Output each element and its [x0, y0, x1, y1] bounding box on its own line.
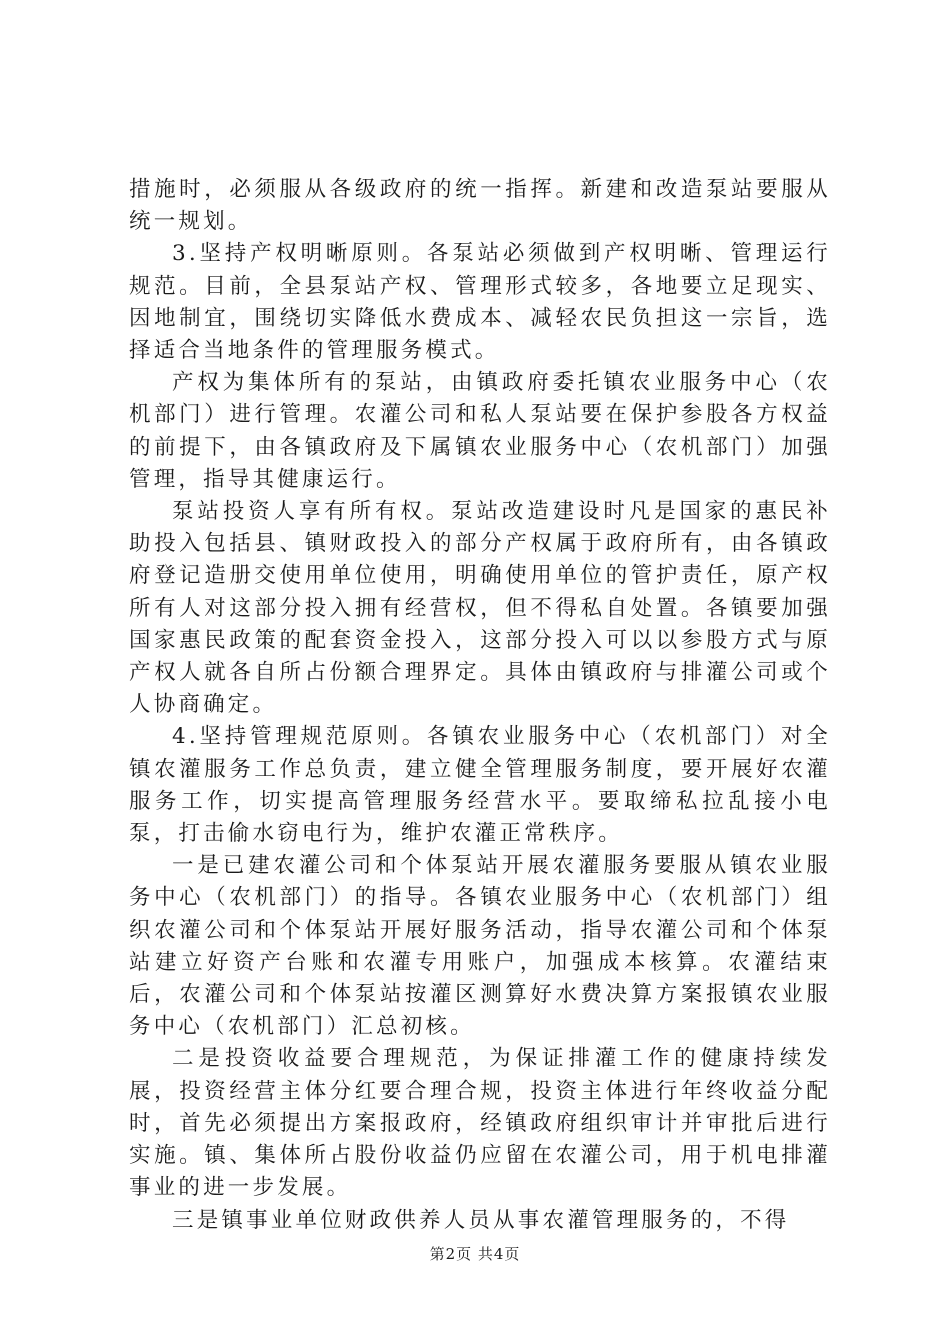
paragraph-principle-4: 4.坚持管理规范原则。各镇农业服务中心（农机部门）对全镇农灌服务工作总负责，建立健全管理服务制度，要开展好农灌服务工作，切实提高管理服务经营水平。要取缔私拉乱接小电泵，打击偷水窃电行为，维护农灌正常秩序。 — [129, 724, 831, 847]
document-body — [129, 174, 831, 1237]
paragraph-investor-ownership: 泵站投资人享有所有权。泵站改造建设时凡是国家的惠民补助投入包括县、镇财政投入的部分产权属于政府所有，由各镇政府登记造册交使用单位使用，明确使用单位的管护责任，原产权所有人对这部分投入拥有经营权，但不得私自处置。各镇要加强国家惠民政策的配套资金投入，这部分投入可以以参股方式与原产权人就各自所占份额合理界定。具体由镇政府与排灌公司或个人协商确定。 — [129, 499, 831, 718]
page-footer: 第2页 共4页 — [429, 1245, 521, 1263]
paragraph-principle-3: 3.坚持产权明晰原则。各泵站必须做到产权明晰、管理运行规范。目前，全县泵站产权、管理形式较多，各地要立足现实、因地制宜，围绕切实降低水费成本、减轻农民负担这一宗旨，选择适合当地条件的管理服务模式。 — [129, 241, 831, 364]
paragraph-continuation: 措施时，必须服从各级政府的统一指挥。新建和改造泵站要服从统一规划。 — [129, 177, 831, 235]
paragraph-item-3: 三是镇事业单位财政供养人员从事农灌管理服务的，不得 — [172, 1207, 790, 1233]
paragraph-collective-ownership: 产权为集体所有的泵站，由镇政府委托镇农业服务中心（农机部门）进行管理。农灌公司和私人泵站要在保护参股各方权益的前提下，由各镇政府及下属镇农业服务中心（农机部门）加强管理，指导其健康运行。 — [129, 370, 831, 492]
paragraph-item-1: 一是已建农灌公司和个体泵站开展农灌服务要服从镇农业服务中心（农机部门）的指导。各镇农业服务中心（农机部门）组织农灌公司和个体泵站开展好服务活动，指导农灌公司和个体泵站建立好资产台账和农灌专用账户，加强成本核算。农灌结束后，农灌公司和个体泵站按灌区测算好水费决算方案报镇农业服务中心（农机部门）汇总初核。 — [129, 853, 831, 1040]
paragraph-item-2: 二是投资收益要合理规范，为保证排灌工作的健康持续发展，投资经营主体分红要合理合规，投资主体进行年终收益分配时，首先必须提出方案报政府，经镇政府组织审计并审批后进行实施。镇、集体所占股份收益仍应留在农灌公司，用于机电排灌事业的进一步发展。 — [129, 1046, 831, 1201]
